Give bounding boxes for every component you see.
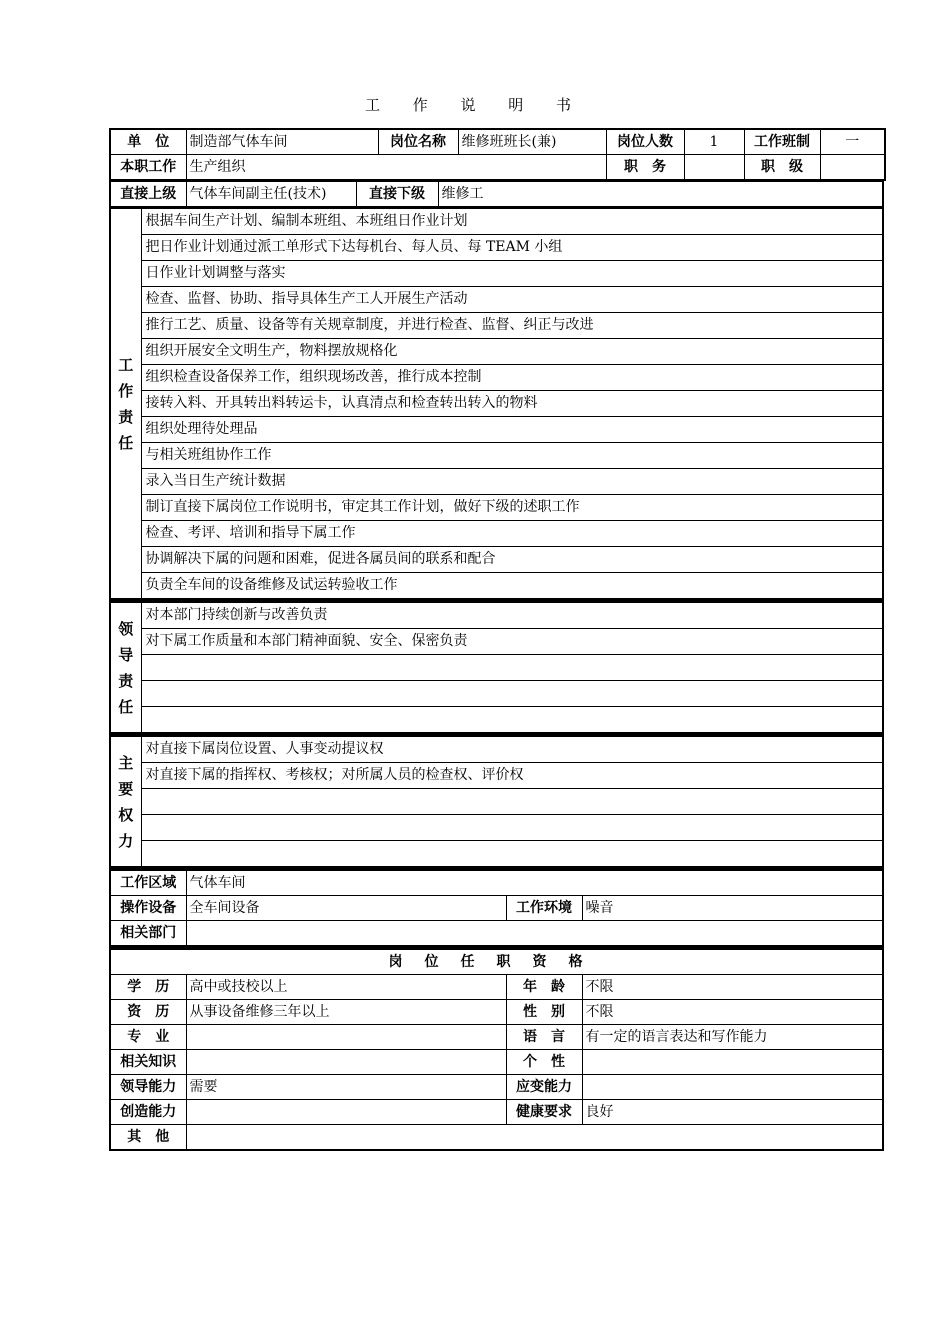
work-duty-item: 负责全车间的设备维修及试运转验收工作 [141, 573, 883, 600]
qualification-value: 需要 [186, 1075, 506, 1100]
work-duty-item: 组织处理待处理品 [141, 417, 883, 443]
work-duty-row [110, 365, 883, 391]
subordinate-label: 直接下级 [356, 182, 438, 208]
work-duty-row [110, 521, 883, 547]
qualification-row [110, 1000, 883, 1025]
qualification-value: 不限 [582, 975, 883, 1000]
authority-row [110, 736, 883, 763]
qualification-label: 创造能力 [110, 1100, 186, 1125]
duty-value [684, 155, 744, 181]
leadership-item: 对本部门持续创新与改善负责 [141, 602, 883, 629]
qualification-row [110, 1025, 883, 1050]
position-value: 维修班班长(兼) [458, 129, 606, 155]
leadership-item [141, 681, 883, 707]
leadership-row [110, 681, 883, 707]
leadership-label-char: 任 [118, 697, 134, 716]
work-duty-label-char: 任 [118, 433, 134, 452]
authority-label-char: 权 [118, 805, 134, 824]
work-duty-row [110, 469, 883, 495]
qualification-value: 从事设备维修三年以上 [186, 1000, 506, 1025]
qualification-label: 性 别 [506, 1000, 582, 1025]
qualification-row [110, 1075, 883, 1100]
authority-label-char: 要 [118, 779, 134, 798]
authority-table [109, 734, 884, 868]
authority-item [141, 789, 883, 815]
work-duty-item: 根据车间生产计划、编制本班组、本班组日作业计划 [141, 209, 883, 235]
qualification-row [110, 975, 883, 1000]
leadership-label [110, 602, 141, 734]
work-info-table [109, 868, 884, 947]
work-duty-label-char: 作 [118, 381, 134, 400]
qualification-label: 健康要求 [506, 1100, 582, 1125]
leadership-label-char: 导 [118, 645, 134, 664]
superior-value: 气体车间副主任(技术) [186, 182, 356, 208]
work-duty-row [110, 391, 883, 417]
qualification-row [110, 1050, 883, 1075]
equipment-value: 全车间设备 [186, 896, 506, 921]
qualification-label: 个 性 [506, 1050, 582, 1075]
authority-label-char: 力 [118, 831, 134, 850]
work-duty-item: 检查、考评、培训和指导下属工作 [141, 521, 883, 547]
superior-label: 直接上级 [110, 182, 186, 208]
headcount-value: 1 [684, 129, 744, 155]
grade-value [820, 155, 885, 181]
superior-table [109, 181, 884, 208]
work-duty-item: 把日作业计划通过派工单形式下达每机台、每人员、每 TEAM 小组 [141, 235, 883, 261]
leadership-row [110, 602, 883, 629]
qualifications-table [109, 947, 884, 1151]
qualification-value [582, 1050, 883, 1075]
work-duty-item: 录入当日生产统计数据 [141, 469, 883, 495]
work-duty-label-char: 责 [118, 407, 134, 426]
qualification-value: 高中或技校以上 [186, 975, 506, 1000]
work-duties-table [109, 208, 884, 600]
position-label: 岗位名称 [378, 129, 458, 155]
work-duty-label-char: 工 [118, 355, 134, 374]
qualification-value: 不限 [582, 1000, 883, 1025]
leadership-item [141, 707, 883, 734]
authority-row [110, 789, 883, 815]
shift-label: 工作班制 [744, 129, 820, 155]
area-label: 工作区域 [110, 870, 186, 896]
qualification-label: 专 业 [110, 1025, 186, 1050]
qualifications-heading: 岗位任职资格 [110, 949, 883, 975]
shift-value: 一 [820, 129, 885, 155]
work-duty-item: 与相关班组协作工作 [141, 443, 883, 469]
dept-value [186, 921, 883, 947]
authority-label [110, 736, 141, 868]
authority-item: 对直接下属岗位设置、人事变动提议权 [141, 736, 883, 763]
authority-item: 对直接下属的指挥权、考核权；对所属人员的检查权、评价权 [141, 763, 883, 789]
work-duty-row [110, 209, 883, 235]
grade-label: 职 级 [744, 155, 820, 181]
headcount-label: 岗位人数 [606, 129, 684, 155]
qualification-value [186, 1025, 506, 1050]
equipment-label: 操作设备 [110, 896, 186, 921]
work-duty-item: 协调解决下属的问题和困难，促进各属员间的联系和配合 [141, 547, 883, 573]
work-duty-row [110, 313, 883, 339]
other-label: 其 他 [110, 1125, 186, 1151]
qualification-label: 应变能力 [506, 1075, 582, 1100]
work-duty-row [110, 547, 883, 573]
qualification-label: 领导能力 [110, 1075, 186, 1100]
job-value: 生产组织 [186, 155, 606, 181]
area-value: 气体车间 [186, 870, 883, 896]
qualification-value [186, 1050, 506, 1075]
work-duty-item: 推行工艺、质量、设备等有关规章制度，并进行检查、监督、纠正与改进 [141, 313, 883, 339]
work-duty-row [110, 573, 883, 600]
work-duty-item: 接转入料、开具转出料转运卡，认真清点和检查转出转入的物料 [141, 391, 883, 417]
job-label: 本职工作 [110, 155, 186, 181]
header-table [109, 128, 886, 181]
work-duty-item: 检查、监督、协助、指导具体生产工人开展生产活动 [141, 287, 883, 313]
other-value [186, 1125, 883, 1151]
work-duty-row [110, 261, 883, 287]
qualification-label: 年 龄 [506, 975, 582, 1000]
dept-label: 相关部门 [110, 921, 186, 947]
authority-row [110, 815, 883, 841]
work-duty-row [110, 339, 883, 365]
authority-row [110, 841, 883, 868]
work-duty-item: 组织开展安全文明生产，物料摆放规格化 [141, 339, 883, 365]
environment-label: 工作环境 [506, 896, 582, 921]
qualification-label: 语 言 [506, 1025, 582, 1050]
duty-label: 职 务 [606, 155, 684, 181]
work-duty-item: 制订直接下属岗位工作说明书，审定其工作计划，做好下级的述职工作 [141, 495, 883, 521]
leadership-item [141, 655, 883, 681]
leadership-item: 对下属工作质量和本部门精神面貌、安全、保密负责 [141, 629, 883, 655]
leadership-row [110, 629, 883, 655]
document-title: 工 作 说 明 书 [364, 96, 586, 114]
work-duty-item: 日作业计划调整与落实 [141, 261, 883, 287]
leadership-row [110, 655, 883, 681]
work-duty-row [110, 443, 883, 469]
qualification-value [582, 1075, 883, 1100]
unit-label: 单 位 [110, 129, 186, 155]
work-duty-item: 组织检查设备保养工作，组织现场改善，推行成本控制 [141, 365, 883, 391]
authority-item [141, 815, 883, 841]
qualification-value [186, 1100, 506, 1125]
work-duty-row [110, 417, 883, 443]
subordinate-value: 维修工 [438, 182, 883, 208]
authority-row [110, 763, 883, 789]
qualification-row [110, 1100, 883, 1125]
qualification-value: 良好 [582, 1100, 883, 1125]
qualification-value: 有一定的语言表达和写作能力 [582, 1025, 883, 1050]
leadership-label-char: 领 [118, 619, 134, 638]
leadership-table [109, 600, 884, 734]
qualification-label: 资 历 [110, 1000, 186, 1025]
qualification-label: 学 历 [110, 975, 186, 1000]
job-description-form [109, 128, 884, 1151]
environment-value: 噪音 [582, 896, 883, 921]
work-duty-row [110, 287, 883, 313]
unit-value: 制造部气体车间 [186, 129, 378, 155]
qualification-label: 相关知识 [110, 1050, 186, 1075]
leadership-label-char: 责 [118, 671, 134, 690]
work-duty-row [110, 235, 883, 261]
work-duty-row [110, 495, 883, 521]
authority-item [141, 841, 883, 868]
leadership-row [110, 707, 883, 734]
work-duty-label [110, 209, 141, 600]
authority-label-char: 主 [118, 753, 134, 772]
